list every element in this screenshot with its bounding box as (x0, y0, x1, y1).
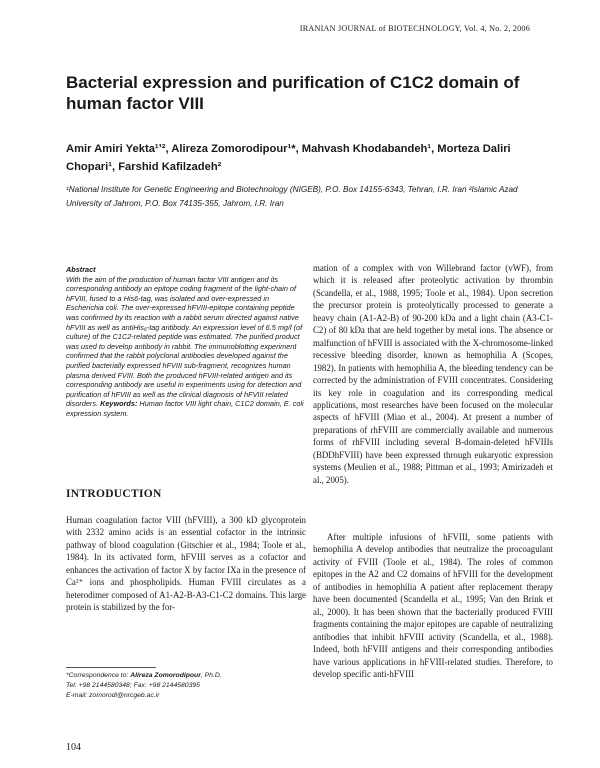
correspondence-footnote (66, 671, 306, 701)
affiliations: ¹National Institute for Genetic Engineering and Biotechnology (NIGEB), P.O. Box 14155-6343, Tehran, I.R. Iran ²Islamic Azad University of Jahrom, P.O. Box 74135-355, Jahrom, I.R. Iran (66, 185, 518, 208)
keywords-text: Human factor VIII light chain, C1C2 domain, E. coli expression system. (66, 399, 304, 418)
introduction-heading: INTRODUCTION (66, 488, 162, 500)
intro-paragraph-right-2: After multiple infusions of hFVIII, some patients with hemophilia A develop antibodies that neutralize the procoagulant activity of FVIII (Toole et al., 1984). The roles of common epitopes in the A2 and C2 domains of hFVIII for the development of antibodies in hemophilia A patient after replacement therapy have been documented (Scandella et al., 1995; Van den Brink et al., 2000). It has been shown that the bacterially produced FVIII fragments containing the major epitopes are capable of neutralizing antibodies that inhibit hFVIII activity (Scandella, et al., 1988). Indeed, both hFVIII antigens and their corresponding antibodies have various applications in hFVIII-related studies. Therefore, to develop specific anti-hFVIII (313, 532, 553, 679)
correspondence-line (66, 671, 306, 681)
correspondence-phone: Tel: +98 2144580348; Fax: +98 2144580395 (66, 682, 200, 689)
correspondence-label: *Correspondence to: (66, 672, 129, 679)
keywords-label: Keywords: (100, 399, 138, 409)
page-number: 104 (66, 742, 81, 753)
intro-paragraph-right-1: mation of a complex with von Willebrand factor (vWF), from which it is released after proteolytic activation by thrombin (Scandella, et al., 1988, 1995; Toole et al., 1984). Upon secretion the precursor protein is proteolytically processed to generate a heavy chain (A1-A2-B) of 90-200 kDa and a light chain (A3-C1-C2) of 80 kDa that are held together by metal ions. The absence or malfunction of hFVIII is associated with the X-chromosome-linked recessive bleeding disorder, known as hemophilia A (Scopes, 1982). In patients with hemophilia A, the bleeding tendency can be corrected by the administration of FVIII concentrates. Considering its key role in coagulation and its corresponding medical applications, most researches have been focused on the molecular aspects of hFVIII (Miao et al., 2004). At present a number of preparations of rhFVIII are commercially available and numerous forms of rhFVIII including several B-domain-deleted hFVIIIs (BDDhFVIII) have been expressed through eukaryotic expression systems (Meulien et al., 1988; Pittman et al., 1993; Amirizadeh et al., 2005). (313, 263, 553, 485)
correspondence-degree: , Ph.D. (200, 672, 222, 679)
journal-header: IRANIAN JOURNAL of BIOTECHNOLOGY, Vol. 4, No. 2, 2006 (299, 24, 530, 33)
abstract-text: With the aim of the production of human factor VIII antigen and its corresponding antibody an epitope coding fragment of the light-chain of hFVIII, fused to a His6-tag, was isolated and over-expressed in Escherichia coli. The over-expressed hFVIII-epitope containing peptide was confirmed by its reaction with a rabbit serum directed against native hFVIII as well as antiHis₆-tag antibody. An expression level of 6.5 mg/l (of culture) of the C1C2-related peptide was estimated. The purified product was used to develop antibody in rabbit. The immunoblotting experiment confirmed that the rabbit polyclonal antibodies developed against the purified bacterially expressed hFVIII sub-fragment, recognizes human plasma derived FVIII. Both the produced hFVIII-related antigen and its corresponding antibody are useful in experiments using for detection and purification of hFVIII as well as the clinical diagnosis of hFVIII related disorders. (66, 274, 303, 409)
author-list: Amir Amiri Yekta¹ʼ², Alireza Zomorodipour¹*, Mahvash Khodabandeh¹, Morteza Daliri Chopari¹, Farshid Kafilzadeh² (66, 143, 511, 173)
footnote-divider (66, 667, 156, 668)
abstract-block (66, 265, 304, 419)
correspondence-email[interactable]: E-mail: zomorodi@nrcgeb.ac.ir (66, 692, 160, 699)
intro-paragraph-left: Human coagulation factor VIII (hFVIII), a 300 kD glycoprotein with 2332 amino acids is an essential cofactor in the intrinsic pathway of blood coagulation (Gitschier et al., 1984; Toole et al., 1984). In its activated form, hFVIII serves as a cofactor and enhances the activation of factor X by factor IXa in the presence of Ca²⁺ ions and phospholipids. Human FVIII circulates as a heterodimer composed of A1-A2-B-A3-C1-C2 domains. This large protein is stabilized by the for- (66, 515, 306, 613)
abstract-heading: Abstract (66, 265, 96, 274)
correspondence-name: Alireza Zomorodipour (130, 672, 201, 679)
paper-title: Bacterial expression and purification of C1C2 domain of human factor VIII (66, 73, 520, 113)
